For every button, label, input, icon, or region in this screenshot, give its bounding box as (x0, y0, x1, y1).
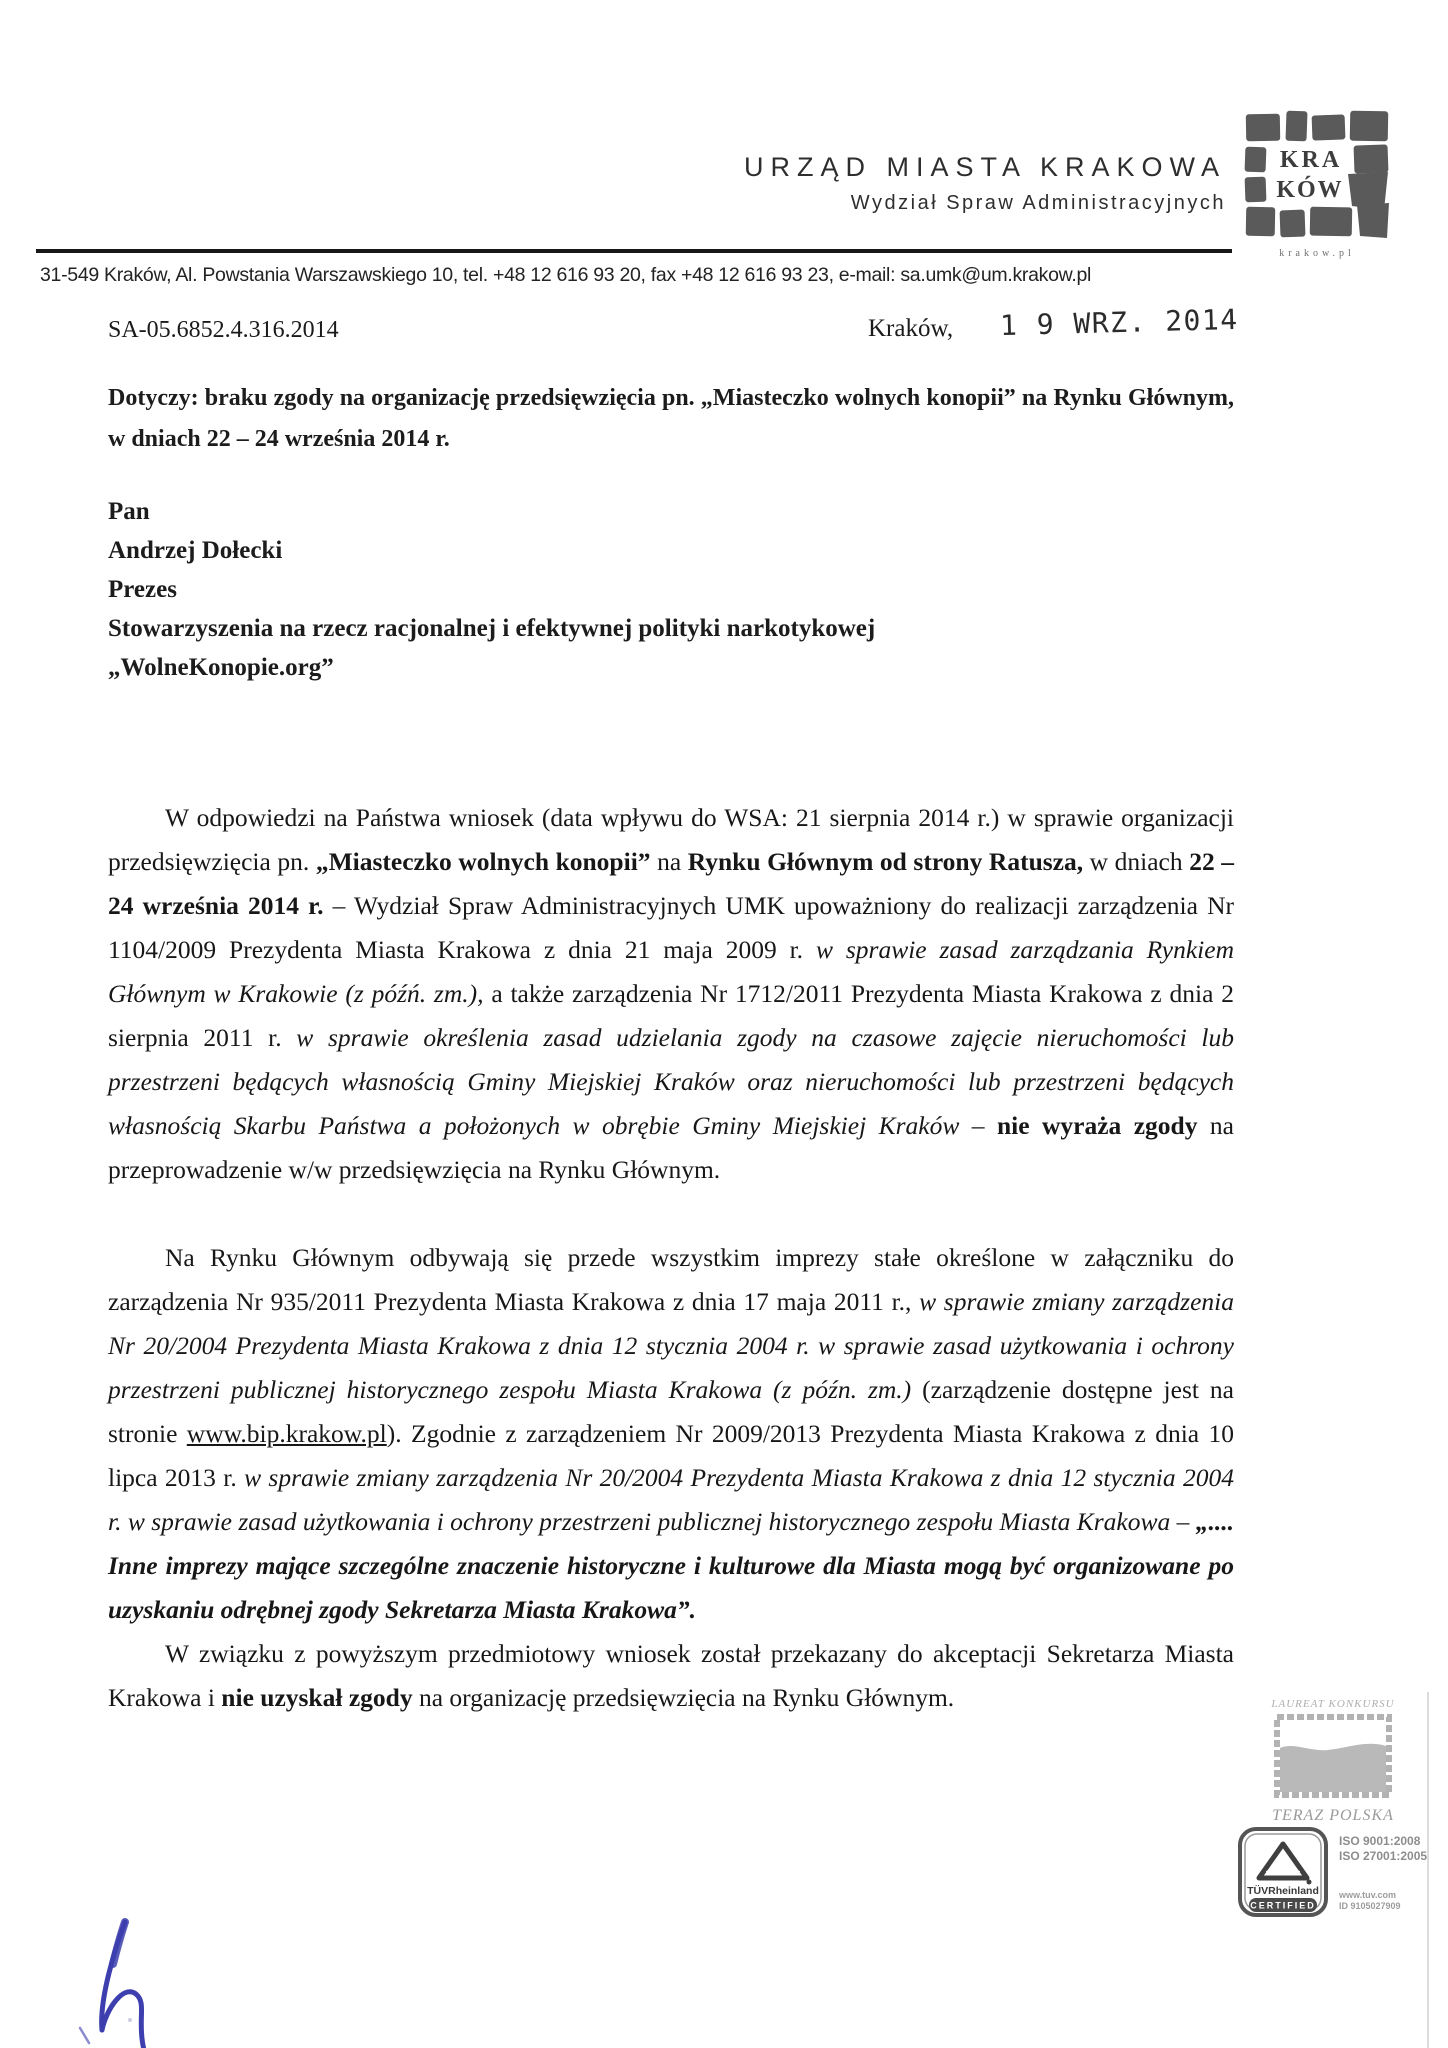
text-segment: – (959, 1111, 997, 1140)
header-divider (36, 249, 1232, 253)
text-segment: www.bip.krakow.pl (186, 1419, 387, 1448)
svg-text:KÓW: KÓW (1276, 177, 1344, 203)
text-segment: na przeprowadzenie w/w przedsięwzięcia na Rynku Głównym. (108, 1111, 1234, 1184)
text-segment: w sprawie zmiany zarządzenia Nr 20/2004 Prezydenta Miasta Krakowa z dnia 12 stycznia 2004 r. w sprawie zasad użytkowania i ochrony przestrzeni publicznej historycznego zespołu Miasta Krakowa (108, 1463, 1234, 1536)
text-segment: Na Rynku Głównym odbywają się przede wszystkim imprezy stałe określone w załączniku do zarządzenia Nr 935/2011 Prezydenta Miasta Krakowa z dnia 17 maja 2011 r., (108, 1243, 1234, 1316)
krakow-logo-caption: krakow.pl (1279, 248, 1355, 259)
teraz-polska-bottom-caption: TERAZ POLSKA (1272, 1807, 1394, 1824)
contact-address-line: 31-549 Kraków, Al. Powstania Warszawskiego 10, tel. +48 12 616 93 20, fax +48 12 616 93 23, e-mail: sa.umk@um.krakow.pl (40, 264, 1092, 286)
recipient-block (108, 492, 875, 687)
text-segment: „Miasteczko wolnych konopii” (315, 847, 651, 876)
krakow-logo (1244, 110, 1394, 265)
text-segment: na (650, 847, 688, 876)
text-segment: w dniach (1083, 847, 1190, 876)
tuv-certification-block (1237, 1826, 1427, 1930)
reference-number: SA-05.6852.4.316.2014 (108, 317, 339, 343)
svg-text:KRA: KRA (1279, 147, 1343, 173)
recipient-organization: Stowarzyszenia na rzecz racjonalnej i efektywnej polityki narkotykowej (108, 615, 876, 642)
paragraph-decision (108, 796, 1234, 1192)
tuv-certified-badge-icon (1237, 1826, 1329, 1930)
iso-standard-2: ISO 27001:2005 (1339, 1849, 1428, 1863)
place-label: Kraków, (868, 315, 954, 342)
teraz-polska-flag-icon (1274, 1714, 1392, 1798)
text-segment: „.... Inne imprezy mające szczególne znaczenie historyczne i kulturowe dla Miasta mogą być organizowane po uzyskaniu odrębnej zgody Sekretarza Miasta Krakowa”. (108, 1507, 1234, 1624)
text-segment: na organizację przedsięwzięcia na Rynku Głównym. (412, 1683, 955, 1712)
tuv-brand-label: TÜVRheinland (1247, 1885, 1319, 1897)
text-segment: – (1170, 1507, 1196, 1536)
tuv-website: www.tuv.com (1339, 1890, 1397, 1900)
text-segment: w sprawie zasad zarządzania Rynkiem Głównym w Krakowie (z późń. zm.), (108, 935, 1234, 1008)
tuv-certified-banner: CERTIFIED (1250, 1900, 1316, 1911)
organization-name: URZĄD MIASTA KRAKOWA (743, 152, 1226, 182)
department-name: Wydział Spraw Administracyjnych (850, 192, 1226, 214)
signature-mark (28, 1916, 188, 2048)
text-segment: W związku z powyższym przedmiotowy wniosek został przekazany do akceptacji Sekretarza Miasta Krakowa i (108, 1639, 1234, 1712)
text-segment: nie uzyskał zgody (221, 1683, 413, 1712)
letter-body (108, 796, 1234, 1720)
text-segment: (zarządzenie dostępne jest na stronie (108, 1375, 1234, 1448)
text-segment: nie wyraża zgody (996, 1111, 1198, 1140)
krakow-logo-icon (1244, 110, 1394, 260)
tuv-iso-text (1339, 1834, 1427, 1912)
text-segment: W odpowiedzi na Państwa wniosek (data wpływu do WSA: 21 sierpnia 2014 r.) w sprawie organizacji przedsięwzięcia pn. (108, 803, 1234, 876)
teraz-polska-stamp (1258, 1698, 1408, 1825)
iso-standard-1: ISO 9001:2008 (1339, 1834, 1421, 1848)
text-segment: a także zarządzenia Nr 1712/2011 Prezydenta Miasta Krakowa z dnia 2 sierpnia 2011 r. (108, 979, 1234, 1052)
recipient-salutation: Pan (108, 498, 150, 525)
scan-edge-artifact (1427, 1692, 1429, 2048)
paragraph-regulations (108, 1236, 1234, 1632)
text-segment: 22 – 24 września 2014 r. (108, 847, 1234, 920)
tuv-certificate-id: ID 9105027909 (1339, 1901, 1401, 1911)
teraz-polska-top-caption: LAUREAT KONKURSU (1271, 1698, 1395, 1710)
recipient-organization-short: „WolneKonopie.org” (108, 654, 334, 681)
text-segment: Rynku Głównym od strony Ratusza, (687, 847, 1084, 876)
text-segment: ). Zgodnie z zarządzeniem Nr 2009/2013 Prezydenta Miasta Krakowa z dnia 10 lipca 2013 r. (108, 1419, 1234, 1492)
recipient-name: Andrzej Dołecki (108, 537, 283, 564)
text-segment: – Wydział Spraw Administracyjnych UMK upoważniony do realizacji zarządzenia Nr 1104/2009 Prezydenta Miasta Krakowa z dnia 21 maja 2009 r. (108, 891, 1234, 964)
date-stamp: 1 9 WRZ. 2014 (999, 302, 1240, 343)
text-segment: w sprawie zmiany zarządzenia Nr 20/2004 Prezydenta Miasta Krakowa z dnia 12 stycznia 2004 r. w sprawie zasad użytkowania i ochrony przestrzeni publicznej historycznego zespołu Miasta Krakowa (z późn. zm.) (108, 1287, 1234, 1404)
signature-icon (28, 1916, 188, 2048)
recipient-title: Prezes (108, 576, 177, 603)
text-segment: w sprawie określenia zasad udzielania zgody na czasowe zajęcie nieruchomości lub przestrzeni będących własnością Gminy Miejskiej Kraków oraz nieruchomości lub przestrzeni będących własnością Skarbu Państwa a położonych w obrębie Gminy Miejskiej Kraków (108, 1023, 1235, 1140)
paragraph-conclusion (108, 1632, 1234, 1720)
subject-line: Dotyczy: braku zgody na organizację przedsięwzięcia pn. „Miasteczko wolnych konopii” na Rynku Głównym, w dniach 22 – 24 września 2014 r. (108, 385, 1234, 452)
